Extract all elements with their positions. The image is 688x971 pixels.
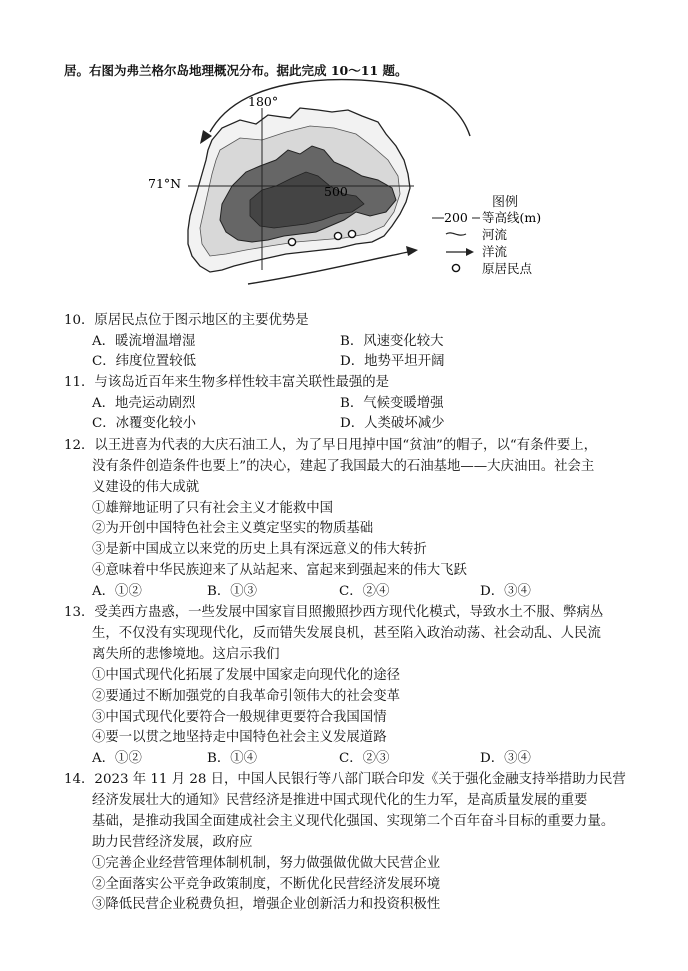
legend-settlement-label: 原居民点	[482, 261, 533, 276]
question-12-option-c: C．②④	[339, 584, 390, 599]
current-arrow-icon-head	[466, 248, 474, 256]
legend-contour-label: 等高线(m)	[482, 210, 542, 225]
question-14-statement-2: ②全面落实公平竞争政策制度，不断优化民营经济发展环境	[92, 877, 441, 892]
question-14-stem-line-3: 基础，是推动我国全面建成社会主义现代化强国、实现第二个百年奋斗目标的重要力量。	[92, 814, 615, 829]
legend-river-label: 河流	[482, 227, 508, 242]
question-10-option-d: D．地势平坦开阔	[340, 354, 445, 369]
question-13-option-d: D．③④	[480, 751, 531, 766]
question-11-stem: 11．与该岛近百年来生物多样性较丰富关联性最强的是	[64, 375, 390, 390]
settlement-1	[288, 238, 295, 245]
longitude-label: 180°	[248, 94, 279, 109]
question-13-stem-line-2: 生，不仅没有实现现代化，反而错失发展良机，甚至陷入政治动荡、社会动乱、人民流	[92, 626, 601, 641]
question-14-statement-1: ①完善企业经营管理体制机制，努力做强做优做大民营企业	[92, 856, 441, 871]
question-13-stem-line-1: 13．受美西方蛊惑，一些发展中国家盲目照搬照抄西方现代化模式，导致水土不服、弊病丛	[64, 605, 604, 620]
settlement-3	[348, 230, 355, 237]
question-12-option-b: B．①③	[207, 584, 258, 599]
question-13-statement-1: ①中国式现代化拓展了发展中国家走向现代化的途径	[92, 668, 400, 683]
current-arrowhead-bottom	[406, 246, 418, 256]
question-12-stem-line-1: 12．以王进喜为代表的大庆石油工人，为了早日甩掉中国“贫油”的帽子，以“有条件要上，	[64, 438, 598, 453]
settlement-circle-icon	[452, 264, 459, 271]
question-13-option-c: C．②③	[339, 751, 390, 766]
question-13-statement-3: ③中国式现代化要符合一般规律更要符合我国国情	[92, 710, 387, 725]
question-13-statement-2: ②要通过不断加强党的自我革命引领伟大的社会变革	[92, 689, 400, 704]
question-14-stem-line-1: 14．2023 年 11 月 28 日，中国人民银行等八部门联合印发《关于强化金融支持举措助力民营	[64, 772, 626, 787]
question-13-option-a: A．①②	[92, 751, 142, 766]
intro-text: 居。右图为弗兰格尔岛地理概况分布。据此完成 10～11 题。	[64, 63, 408, 78]
question-10-option-c: C．纬度位置较低	[92, 354, 196, 369]
settlement-2	[334, 232, 341, 239]
question-11-option-d: D．人类破坏减少	[340, 416, 445, 431]
latitude-label: 71°N	[148, 176, 182, 191]
question-13-option-b: B．①④	[207, 751, 258, 766]
legend-current-label: 洋流	[482, 244, 508, 259]
question-12-statement-4: ④意味着中华民族迎来了从站起来、富起来到强起来的伟大飞跃	[92, 563, 467, 578]
question-12-option-d: D．③④	[480, 584, 531, 599]
question-10-option-a: A．暖流增温增湿	[92, 334, 196, 349]
question-12-statement-2: ②为开创中国特色社会主义奠定坚实的物质基础	[92, 521, 374, 536]
contour-value-label: 500	[324, 184, 348, 199]
question-12-stem-line-2: 没有条件创造条件也要上”的决心，建起了我国最大的石油基地——大庆油田。社会主	[92, 459, 595, 474]
question-11-option-a: A．地壳运动剧烈	[92, 396, 196, 411]
legend-title: 图例	[492, 195, 519, 210]
question-14-statement-3: ③降低民营企业税费负担，增强企业创新活力和投资积极性	[92, 897, 441, 912]
question-13-stem-line-3: 离失所的悲惨境地。这启示我们	[92, 647, 280, 662]
island-map	[0, 0, 688, 300]
question-11-option-c: C．冰覆变化较小	[92, 416, 196, 431]
question-12-statement-3: ③是新中国成立以来党的历史上具有深远意义的伟大转折	[92, 542, 427, 557]
question-14-stem-line-4: 助力民营经济发展，政府应	[92, 835, 253, 850]
question-12-option-a: A．①②	[92, 584, 142, 599]
question-10-option-b: B．风速变化较大	[340, 334, 444, 349]
question-13-statement-4: ④要一以贯之地坚持走中国特色社会主义发展道路	[92, 730, 387, 745]
legend-contour-number: 200	[444, 210, 468, 225]
question-11-option-b: B．气候变暖增强	[340, 396, 444, 411]
question-12-statement-1: ①雄辩地证明了只有社会主义才能救中国	[92, 501, 334, 516]
question-14-stem-line-2: 经济发展壮大的通知》民营经济是推进中国式现代化的生力军，是高质量发展的重要	[92, 793, 588, 808]
question-12-stem-line-3: 义建设的伟大成就	[92, 480, 200, 495]
river-icon	[446, 233, 466, 235]
question-10-stem: 10．原居民点位于图示地区的主要优势是	[64, 313, 309, 328]
